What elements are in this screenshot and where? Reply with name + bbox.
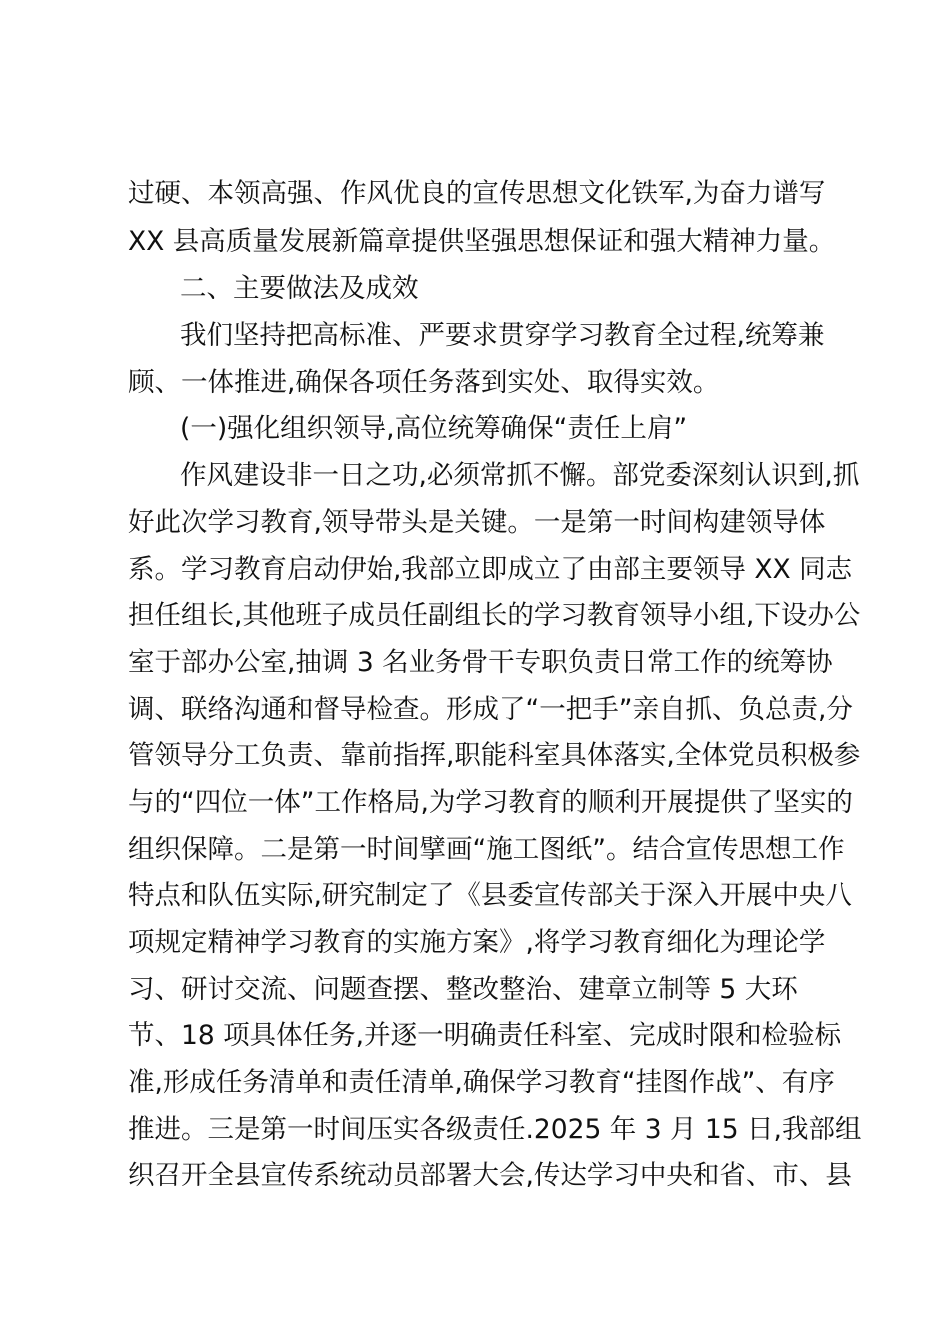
body-text-line: 推进。三是第一时间压实各级责任.2025 年 3 月 15 日,我部组: [128, 1114, 862, 1145]
subsection-heading: (一)强化组织领导,高位统筹确保“责任上肩”: [180, 413, 688, 444]
body-text-line: 作风建设非一日之功,必须常抓不懈。部党委深刻认识到,抓: [180, 460, 860, 491]
body-text-line: XX 县高质量发展新篇章提供坚强思想保证和强大精神力量。: [128, 226, 836, 257]
body-text-line: 织召开全县宣传系统动员部署大会,传达学习中央和省、市、县: [128, 1160, 852, 1191]
body-text-line: 特点和队伍实际,研究制定了《县委宣传部关于深入开展中央八: [128, 880, 852, 911]
section-heading: 二、主要做法及成效: [180, 273, 419, 304]
body-text-line: 与的“四位一体”工作格局,为学习教育的顺利开展提供了坚实的: [128, 787, 853, 818]
body-text-line: 过硬、本领高强、作风优良的宣传思想文化铁军,为奋力谱写: [128, 178, 826, 209]
body-text-line: 室于部办公室,抽调 3 名业务骨干专职负责日常工作的统筹协: [128, 647, 833, 678]
body-text-line: 调、联络沟通和督导检查。形成了“一把手”亲自抓、负总责,分: [128, 694, 853, 725]
body-text-line: 好此次学习教育,领导带头是关键。一是第一时间构建领导体: [128, 507, 826, 538]
body-text-line: 系。学习教育启动伊始,我部立即成立了由部主要领导 XX 同志: [128, 554, 853, 585]
body-text-line: 准,形成任务清单和责任清单,确保学习教育“挂图作战”、有序: [128, 1067, 835, 1098]
body-text-line: 担任组长,其他班子成员任副组长的学习教育领导小组,下设办公: [128, 600, 861, 631]
body-text-line: 顾、一体推进,确保各项任务落到实处、取得实效。: [128, 367, 720, 398]
body-text-line: 项规定精神学习教育的实施方案》,将学习教育细化为理论学: [128, 927, 826, 958]
body-text-line: 组织保障。二是第一时间擘画“施工图纸”。结合宣传思想工作: [128, 834, 845, 865]
body-text-line: 习、研讨交流、问题查摆、整改整治、建章立制等 5 大环: [128, 974, 798, 1005]
body-text-line: 管领导分工负责、靠前指挥,职能科室具体落实,全体党员积极参: [128, 740, 861, 771]
body-text-line: 我们坚持把高标准、严要求贯穿学习教育全过程,统筹兼: [180, 320, 825, 351]
body-text-line: 节、18 项具体任务,并逐一明确责任科室、完成时限和检验标: [128, 1020, 842, 1051]
